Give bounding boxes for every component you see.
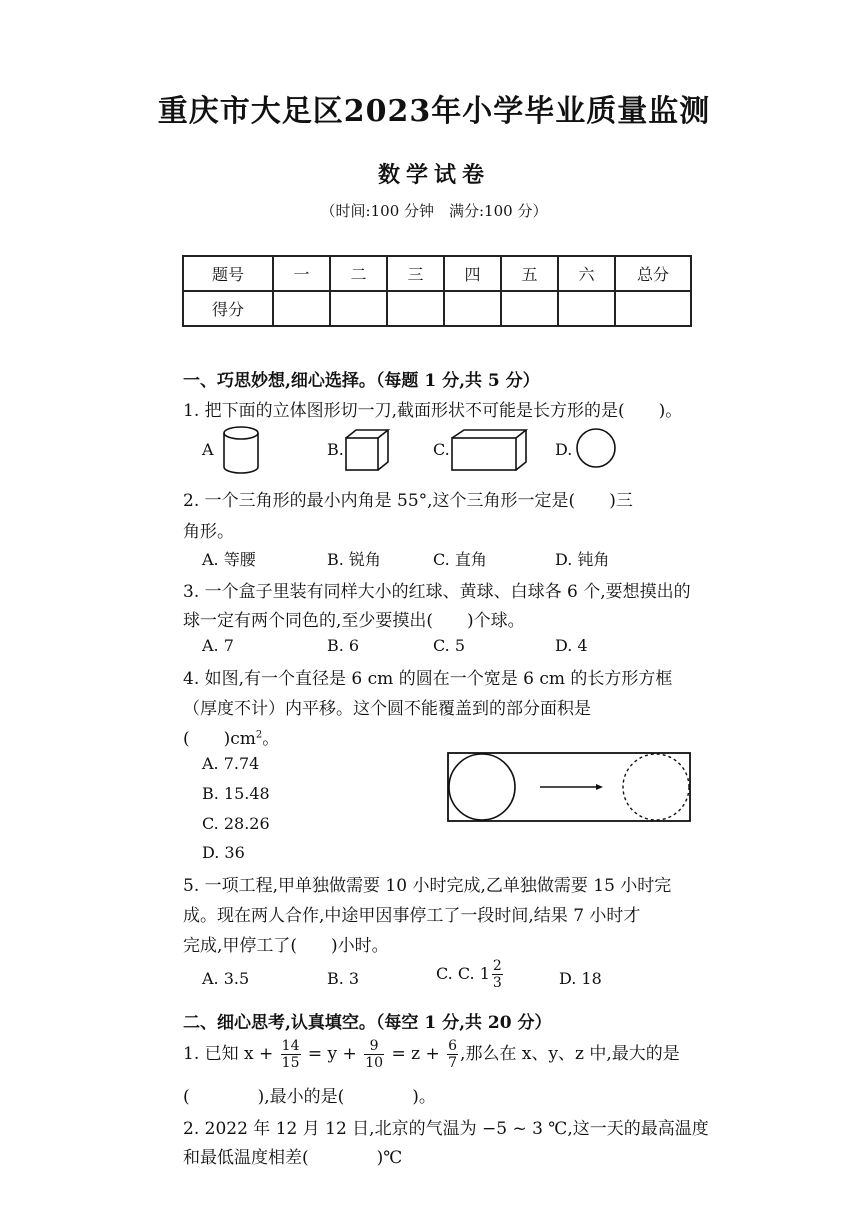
fraction-denominator: 3 [492, 975, 502, 991]
fraction-numerator: 14 [281, 1038, 300, 1054]
s2q1-text-mid1: = y + [307, 1044, 357, 1064]
q1-option-d: D. [555, 440, 573, 459]
score-header-cell: 一 [273, 256, 330, 291]
s2q1-fraction-2 [364, 1038, 384, 1071]
q2-option-b: B. 锐角 [327, 550, 381, 569]
score-row-label: 得分 [183, 291, 273, 326]
q4-blank-text: ( )cm [183, 729, 256, 749]
circle-end [623, 754, 689, 820]
score-header-cell: 三 [387, 256, 444, 291]
q5-option-c-whole: C. 1 [457, 964, 490, 983]
q3-option-b: B. 6 [327, 636, 360, 655]
arrow-head [596, 784, 603, 790]
cylinder-icon [222, 425, 260, 475]
score-cell[interactable] [501, 291, 558, 326]
s2-question-2-line1: 2. 2022 年 12 月 12 日,北京的气温为 −5 ~ 3 ℃,这一天的最高温度 [183, 1119, 709, 1139]
q1-option-b: B. [327, 440, 344, 459]
q4-option-a: A. 7.74 [202, 754, 260, 773]
s2-question-1-line2: ( ),最小的是( )。 [183, 1087, 436, 1107]
score-cell[interactable] [444, 291, 501, 326]
cube-icon [344, 428, 392, 472]
q1-option-a: A [202, 440, 214, 459]
question-1: 1. 把下面的立体图形切一刀,截面形状不可能是长方形的是( )。 [183, 401, 683, 421]
score-cell[interactable] [615, 291, 691, 326]
q3-option-d: D. 4 [555, 636, 588, 655]
q4-option-d: D. 36 [202, 843, 245, 862]
fraction-denominator: 15 [281, 1055, 300, 1071]
exam-info: （时间:100 分钟 满分:100 分） [320, 202, 548, 220]
question-4-line1: 4. 如图,有一个直径是 6 cm 的圆在一个宽是 6 cm 的长方形方框 [183, 669, 673, 689]
question-5-line3: 完成,甲停工了( )小时。 [183, 936, 389, 956]
fraction-numerator: 9 [364, 1038, 384, 1055]
score-header-cell: 六 [558, 256, 615, 291]
q1-option-c: C. [433, 440, 450, 459]
question-5-line1: 5. 一项工程,甲单独做需要 10 小时完成,乙单独做需要 15 小时完 [183, 876, 672, 896]
section2-heading: 二、细心思考,认真填空。（每空 1 分,共 20 分） [183, 1013, 552, 1033]
circle-start [449, 754, 515, 820]
fraction-numerator: 6 [448, 1038, 458, 1054]
q5-option-d: D. 18 [559, 969, 602, 988]
cuboid-icon [450, 428, 530, 472]
score-header-cell: 二 [330, 256, 387, 291]
q4-figure-rectangle-circle [446, 751, 692, 823]
q5-option-c: C. C. 1 $\frac{2}{3}$ [436, 958, 502, 991]
score-cell[interactable] [330, 291, 387, 326]
q4-period: 。 [262, 729, 280, 749]
score-header-cell: 四 [444, 256, 501, 291]
s2-question-1-line1 [183, 1038, 680, 1071]
s2q1-text-mid2: = z + [391, 1044, 440, 1064]
question-4-line2: （厚度不计）内平移。这个圆不能覆盖到的部分面积是 [183, 699, 591, 719]
s2q1-fraction-1 [281, 1038, 301, 1071]
score-table-score-row [183, 291, 691, 326]
page-title: 重庆市大足区2023年小学毕业质量监测 [157, 94, 711, 129]
fraction-numerator: 2 [492, 958, 502, 974]
sphere-icon [574, 426, 620, 470]
q2-option-a: A. 等腰 [202, 550, 256, 569]
question-3-line2: 球一定有两个同色的,至少要摸出( )个球。 [183, 611, 525, 631]
q5-option-a: A. 3.5 [202, 969, 250, 988]
q4-option-b: B. 15.48 [202, 784, 270, 803]
question-2-line2: 角形。 [183, 522, 234, 542]
s2q1-text-post: ,那么在 x、y、z 中,最大的是 [460, 1044, 680, 1064]
q3-option-c: C. 5 [433, 636, 466, 655]
score-header-cell: 总分 [615, 256, 691, 291]
q4-option-c: C. 28.26 [202, 814, 270, 833]
score-cell[interactable] [273, 291, 330, 326]
s2-question-2-line2: 和最低温度相差( )℃ [183, 1148, 403, 1168]
section1-heading: 一、巧思妙想,细心选择。（每题 1 分,共 5 分） [183, 371, 540, 391]
question-5-line2: 成。现在两人合作,中途甲因事停工了一段时间,结果 7 小时才 [183, 906, 641, 926]
score-cell[interactable] [558, 291, 615, 326]
score-table [182, 255, 692, 327]
score-header-cell: 五 [501, 256, 558, 291]
q4-unit-exponent: 2 [255, 729, 263, 741]
fraction-denominator: 7 [448, 1055, 458, 1071]
exam-subject: 数学试卷 [377, 162, 490, 188]
score-header-cell: 题号 [183, 256, 273, 291]
q2-option-c: C. 直角 [433, 550, 487, 569]
q3-option-a: A. 7 [202, 636, 234, 655]
q5-option-c-fraction [492, 958, 503, 991]
question-3-line1: 3. 一个盒子里装有同样大小的红球、黄球、白球各 6 个,要想摸出的 [183, 582, 691, 602]
q5-option-b: B. 3 [327, 969, 360, 988]
s2q1-fraction-3 [447, 1038, 458, 1071]
q2-option-d: D. 钝角 [555, 550, 610, 569]
score-table-header-row [183, 256, 691, 291]
fraction-denominator: 10 [365, 1055, 384, 1071]
score-cell[interactable] [387, 291, 444, 326]
question-4-line3 [183, 724, 279, 749]
s2q1-text-pre: 1. 已知 x + [183, 1044, 274, 1064]
question-2-line1: 2. 一个三角形的最小内角是 55°,这个三角形一定是( )三 [183, 491, 633, 511]
